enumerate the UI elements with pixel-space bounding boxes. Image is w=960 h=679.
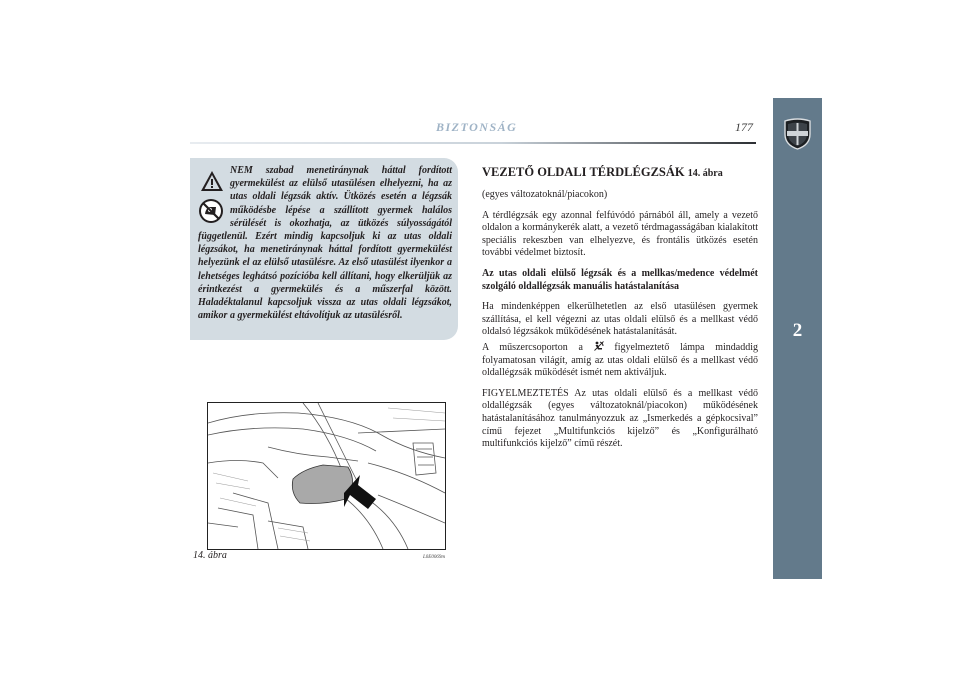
figure-code: L0E0069m xyxy=(423,555,445,560)
section-subtitle: (egyes változatoknál/piacokon) xyxy=(482,189,608,200)
section-sub-heading: Az utas oldali elülső légzsák és a mellkas/medence védelmét szolgáló oldallégzsák manuális hatástalanítása xyxy=(482,267,758,292)
chapter-number: 2 xyxy=(792,320,803,341)
section-paragraph-1: A térdlégzsák egy azonnal felfúvódó párnából áll, amely a vezető oldalon a kormánykerék alatt, a vezető térdmagasságában kialakított speciális rekeszben van elhelyezve, és frontális ütközés esetén további védelmet biztosít. xyxy=(482,209,758,259)
paragraph-3-end: figyelmeztető lámpa mindaddig folyamatosan világít, amíg az utas oldali elülső és a mellkast védő oldallégzsák működését ismét nem aktiváljuk. xyxy=(482,341,759,379)
section-paragraph-3 xyxy=(482,341,758,380)
lancia-shield-logo-icon xyxy=(783,118,812,150)
knee-airbag-section xyxy=(482,165,758,459)
airbag-off-indicator-icon xyxy=(594,341,604,351)
header-rule xyxy=(190,142,756,144)
chapter-side-tab xyxy=(773,98,822,579)
figure-caption: 14. ábra xyxy=(193,550,227,561)
section-paragraph-2: Ha mindenképpen elkerülhetetlen az első utasülésen gyermek szállítása, el kell végezni az utas oldali elülső és a mellkast védő oldalsó légzsákok működésének hatástalanítását. xyxy=(482,301,758,338)
paragraph-3-start: A műszercsoporton a xyxy=(482,341,583,353)
figure-knee-airbag-illustration xyxy=(207,402,446,550)
warning-box xyxy=(190,158,458,340)
page-number: 177 xyxy=(735,120,753,134)
section-heading: VEZETŐ OLDALI TÉRDLÉGZSÁK xyxy=(482,165,685,179)
section-figure-ref: 14. ábra xyxy=(687,168,723,179)
running-header-title: BIZTONSÁG xyxy=(436,120,518,134)
warning-text: NEM szabad menetiránynak háttal fordított gyermekülést az elülső utasülésen elhelyezni, ha az utas oldali légzsák aktív. Ütközés esetén a légzsák működésbe lépése a szállított gyermek halálos sérülését is okozhatja, az ütközés súlyosságától függetlenül. Ezért mindig kapcsoljuk ki az utas oldali légzsákot, ha menetiránynak háttal fordított gyermekülést helyezünk el az elülső utasülésre. Az első utasülést ilyenkor a lehetséges leghátsó pozícióba kell állítani, hogy elkerüljük az érintkezést a gyermekülés és a műszerfal között. Haladéktalanul kapcsoljuk vissza az utas oldali légzsákot, amikor a gyermekülést eltávolítjuk az utasülésről. xyxy=(198,165,452,322)
section-paragraph-4: FIGYELMEZTETÉS Az utas oldali elülső és a mellkast védő oldallégzsák (egyes változatoknál/piacokon) működésének hatástalanításához tanulmányozzuk az „Ismerkedés a gépkocsival” című fejezet „Multifunkciós kijelző” és „Konfigurálható multifunkciós kijelző” című részét. xyxy=(482,387,758,450)
dashboard-illustration xyxy=(208,403,445,549)
